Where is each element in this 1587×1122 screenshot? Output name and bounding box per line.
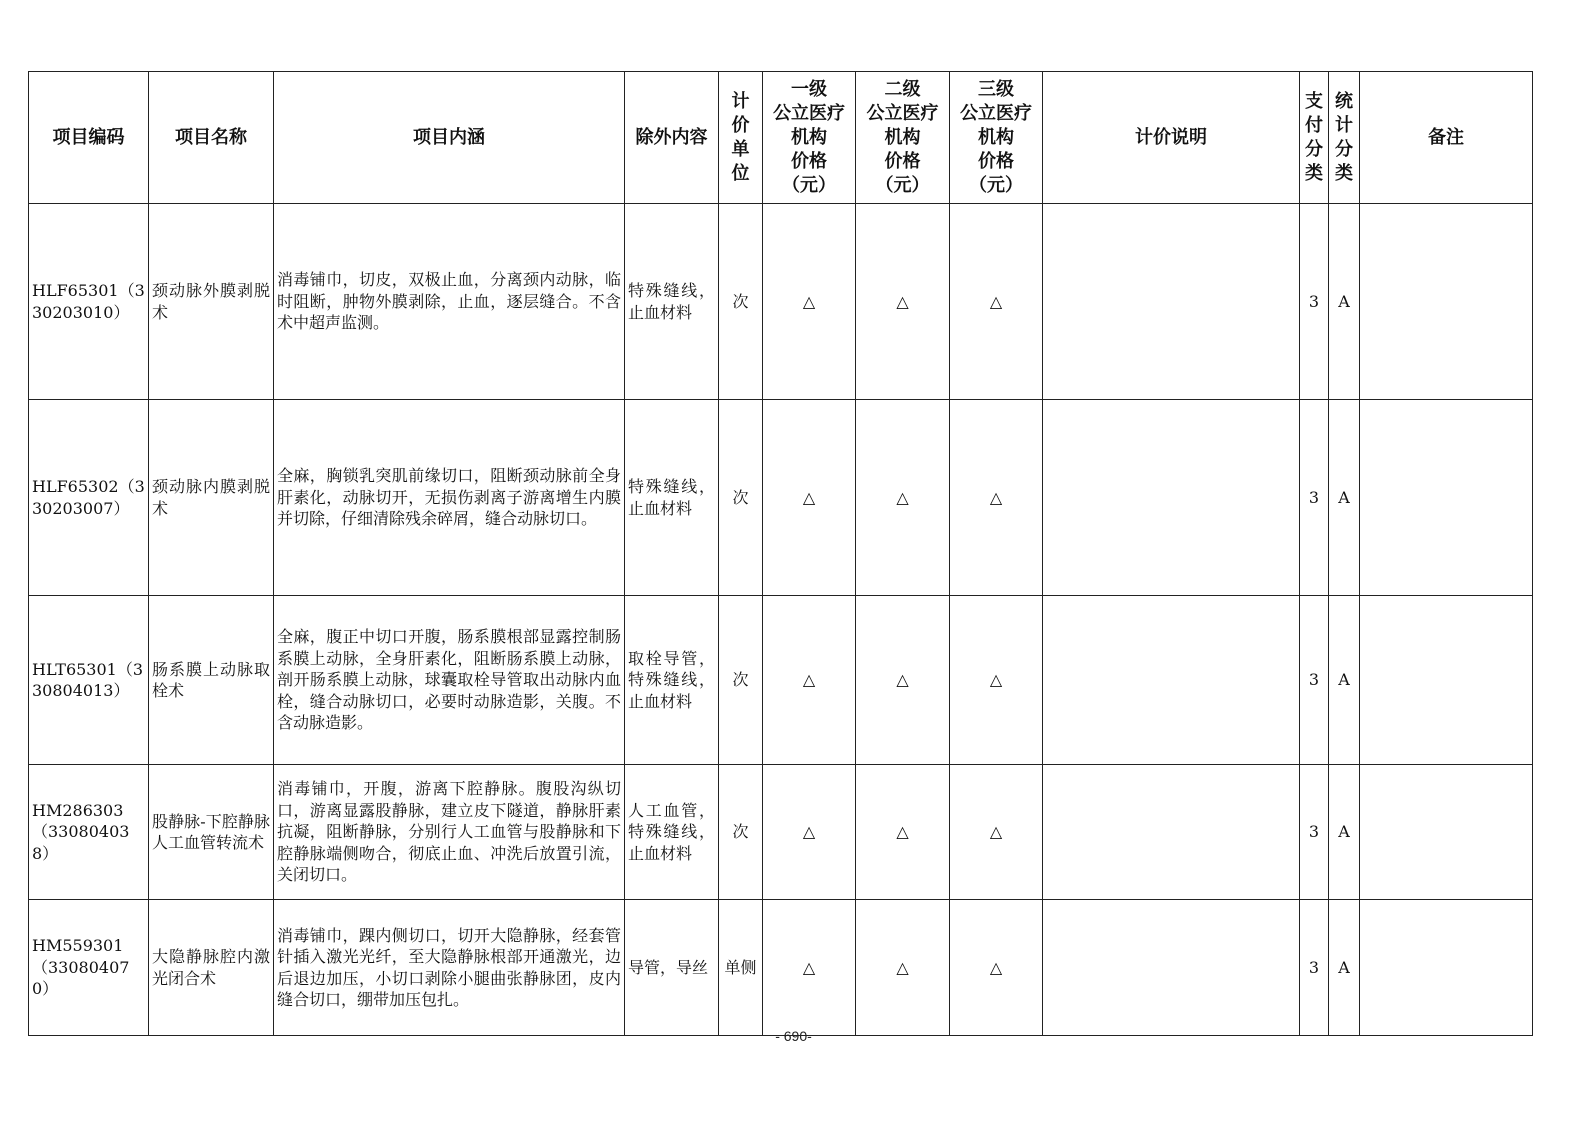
header-row xyxy=(29,72,1533,204)
item-payment: 3 xyxy=(1300,900,1329,1036)
item-excluded xyxy=(625,765,719,900)
item-name: 颈动脉内膜剥脱术 xyxy=(149,400,274,596)
item-price-level2: △ xyxy=(856,900,950,1036)
item-excluded xyxy=(625,204,719,400)
item-unit: 次 xyxy=(719,596,763,765)
item-remarks xyxy=(1360,400,1533,596)
table-row xyxy=(29,900,1533,1036)
item-remarks xyxy=(1360,596,1533,765)
item-stats: A xyxy=(1329,900,1360,1036)
header-level2-price: 二级 公立医疗 机构 价格 （元） xyxy=(856,72,950,204)
item-payment: 3 xyxy=(1300,765,1329,900)
item-stats: A xyxy=(1329,765,1360,900)
item-excluded-text: 导管，导丝 xyxy=(628,957,709,977)
item-price-level3: △ xyxy=(950,400,1043,596)
item-stats: A xyxy=(1329,596,1360,765)
item-price-level3: △ xyxy=(950,900,1043,1036)
item-name: 颈动脉外膜剥脱术 xyxy=(149,204,274,400)
item-unit: 次 xyxy=(719,204,763,400)
item-price-level1: △ xyxy=(763,596,856,765)
item-pricing-note xyxy=(1043,204,1300,400)
header-code: 项目编码 xyxy=(29,72,149,204)
item-price-level2: △ xyxy=(856,596,950,765)
item-excluded-text: 人工血管，特殊缝线，止血材料 xyxy=(628,800,715,863)
header-unit-text: 计价单位 xyxy=(731,90,750,184)
item-pricing-note xyxy=(1043,900,1300,1036)
header-level3-price: 三级 公立医疗 机构 价格 （元） xyxy=(950,72,1043,204)
header-payment xyxy=(1300,72,1329,204)
item-excluded-text: 取栓导管，特殊缝线，止血材料 xyxy=(628,648,715,711)
item-excluded-text: 特殊缝线，止血材料 xyxy=(628,477,715,518)
header-content: 项目内涵 xyxy=(274,72,625,204)
price-table xyxy=(28,71,1533,1036)
header-stats-text: 统计分类 xyxy=(1334,90,1353,184)
item-code: HM286303（330804038） xyxy=(29,765,149,900)
page-number: - 690- xyxy=(775,1028,812,1044)
item-price-level2: △ xyxy=(856,400,950,596)
item-code: HM559301（330804070） xyxy=(29,900,149,1036)
item-payment: 3 xyxy=(1300,400,1329,596)
item-remarks xyxy=(1360,204,1533,400)
item-price-level3: △ xyxy=(950,204,1043,400)
table-row xyxy=(29,596,1533,765)
item-payment: 3 xyxy=(1300,596,1329,765)
item-price-level1: △ xyxy=(763,204,856,400)
item-price-level3: △ xyxy=(950,765,1043,900)
item-price-level2: △ xyxy=(856,765,950,900)
header-stats xyxy=(1329,72,1360,204)
item-content: 消毒铺巾，切皮，双极止血，分离颈内动脉，临时阻断，肿物外膜剥除，止血，逐层缝合。不含术中超声监测。 xyxy=(274,204,625,400)
header-pricing-note: 计价说明 xyxy=(1043,72,1300,204)
item-unit: 单侧 xyxy=(719,900,763,1036)
table-row xyxy=(29,400,1533,596)
item-price-level3: △ xyxy=(950,596,1043,765)
item-code: HLF65302（330203007） xyxy=(29,400,149,596)
item-name: 股静脉-下腔静脉人工血管转流术 xyxy=(149,765,274,900)
item-pricing-note xyxy=(1043,596,1300,765)
item-excluded xyxy=(625,400,719,596)
item-price-level1: △ xyxy=(763,765,856,900)
item-stats: A xyxy=(1329,204,1360,400)
item-name: 大隐静脉腔内激光闭合术 xyxy=(149,900,274,1036)
item-price-level1: △ xyxy=(763,900,856,1036)
item-name: 肠系膜上动脉取栓术 xyxy=(149,596,274,765)
item-content: 消毒铺巾，踝内侧切口，切开大隐静脉，经套管针插入激光光纤，至大隐静脉根部开通激光，边后退边加压，小切口剥除小腿曲张静脉团，皮内缝合切口，绷带加压包扎。 xyxy=(274,900,625,1036)
item-remarks xyxy=(1360,765,1533,900)
item-unit: 次 xyxy=(719,400,763,596)
item-price-level2: △ xyxy=(856,204,950,400)
header-remarks: 备注 xyxy=(1360,72,1533,204)
item-content: 全麻，胸锁乳突肌前缘切口，阻断颈动脉前全身肝素化，动脉切开，无损伤剥离子游离增生内膜并切除，仔细清除残余碎屑，缝合动脉切口。 xyxy=(274,400,625,596)
item-payment: 3 xyxy=(1300,204,1329,400)
item-content: 全麻，腹正中切口开腹，肠系膜根部显露控制肠系膜上动脉，全身肝素化，阻断肠系膜上动脉，剖开肠系膜上动脉，球囊取栓导管取出动脉内血栓，缝合动脉切口，必要时动脉造影，关腹。不含动脉造影。 xyxy=(274,596,625,765)
item-excluded xyxy=(625,900,719,1036)
table-row xyxy=(29,765,1533,900)
item-price-level1: △ xyxy=(763,400,856,596)
header-name: 项目名称 xyxy=(149,72,274,204)
item-excluded-text: 特殊缝线，止血材料 xyxy=(628,281,715,322)
item-code: HLT65301（330804013） xyxy=(29,596,149,765)
header-level1-price: 一级 公立医疗 机构 价格 （元） xyxy=(763,72,856,204)
item-remarks xyxy=(1360,900,1533,1036)
item-stats: A xyxy=(1329,400,1360,596)
item-excluded xyxy=(625,596,719,765)
header-excluded: 除外内容 xyxy=(625,72,719,204)
item-content: 消毒铺巾，开腹，游离下腔静脉。腹股沟纵切口，游离显露股静脉，建立皮下隧道，静脉肝素抗凝，阻断静脉，分别行人工血管与股静脉和下腔静脉端侧吻合，彻底止血、冲洗后放置引流，关闭切口。 xyxy=(274,765,625,900)
header-unit xyxy=(719,72,763,204)
item-code: HLF65301（330203010） xyxy=(29,204,149,400)
item-pricing-note xyxy=(1043,400,1300,596)
item-pricing-note xyxy=(1043,765,1300,900)
table-row xyxy=(29,204,1533,400)
item-unit: 次 xyxy=(719,765,763,900)
header-payment-text: 支付分类 xyxy=(1304,90,1323,184)
